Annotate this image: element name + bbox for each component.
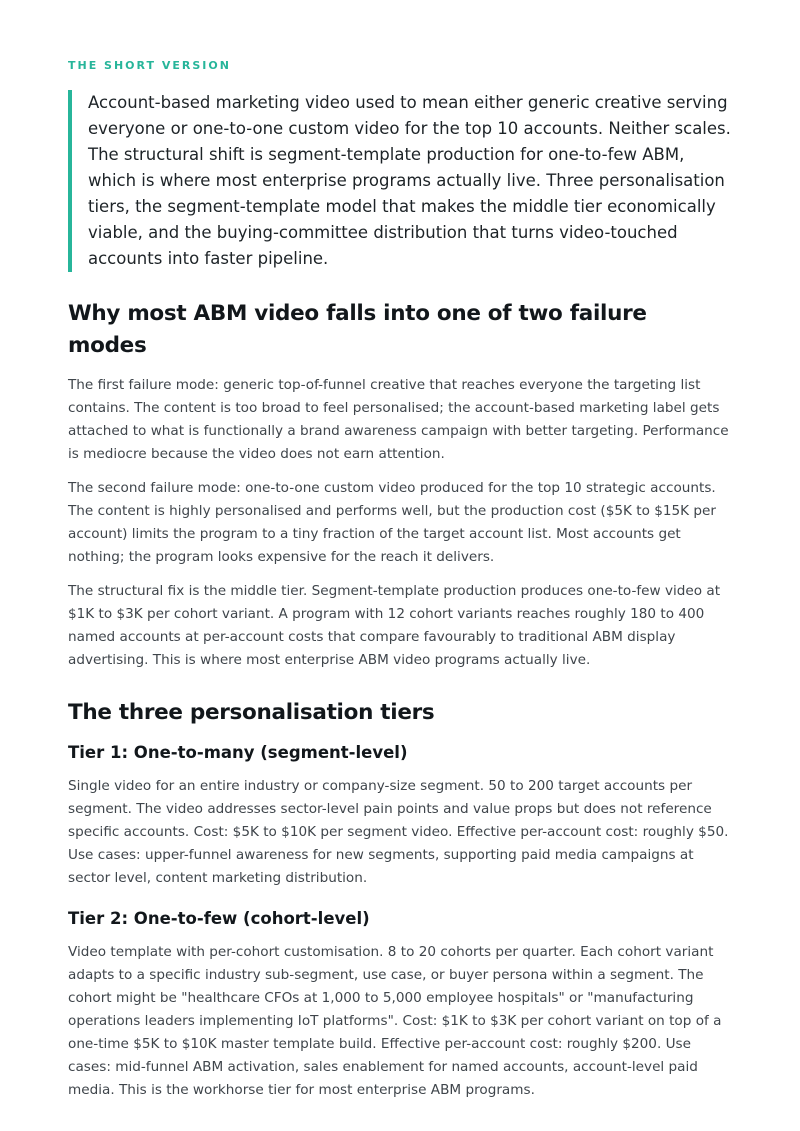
paragraph: The second failure mode: one-to-one custom video produced for the top 10 strategic accounts. The content is highly personalised and performs well, but the production cost ($5K to $15K per account) limits the program to a tiny fraction of the target account list. Most accounts get nothing; the program looks expensive for the reach it delivers. (68, 480, 716, 565)
paragraph: The structural fix is the middle tier. Segment-template production produces one-to-few video at $1K to $3K per cohort variant. A program with 12 cohort variants reaches roughly 180 to 400 named accounts at per-account costs that compare favourably to traditional ABM display advertising. This is where most enterprise ABM video programs actually live. (68, 583, 721, 668)
section-heading-personalisation-tiers: The three personalisation tiers (68, 700, 435, 725)
paragraph: Video template with per-cohort customisation. 8 to 20 cohorts per quarter. Each cohort variant adapts to a specific industry sub-segment, use case, or buyer persona within a segment. The cohort might be "healthcare CFOs at 1,000 to 5,000 employee hospitals" or "manufacturing operations leaders implementing IoT platforms". Cost: $1K to $3K per cohort variant on top of a one-time $5K to $10K master template build. Effective per-account cost: roughly $200. Use cases: mid-funnel ABM activation, sales enablement for named accounts, account-level paid media. This is the workhorse tier for most enterprise ABM programs. (68, 944, 722, 1098)
summary-callout (68, 90, 732, 272)
paragraph: The first failure mode: generic top-of-funnel creative that reaches everyone the targeting list contains. The content is too broad to feel personalised; the account-based marketing label gets attached to what is functionally a brand awareness campaign with better targeting. Performance is mediocre because the video does not earn attention. (68, 377, 729, 462)
eyebrow-label: THE SHORT VERSION (68, 59, 231, 72)
paragraph: Single video for an entire industry or company-size segment. 50 to 200 target accounts per segment. The video addresses sector-level pain points and value props but does not reference specific accounts. Cost: $5K to $10K per segment video. Effective per-account cost: roughly $50. Use cases: upper-funnel awareness for new segments, supporting paid media campaigns at sector level, content marketing distribution. (68, 778, 729, 886)
subheading-tier-1: Tier 1: One-to-many (segment-level) (68, 743, 408, 762)
section-heading-failure-modes: Why most ABM video falls into one of two failure modes (68, 301, 647, 358)
summary-text: Account-based marketing video used to mean either generic creative serving everyone or one-to-one custom video for the top 10 accounts. Neither scales. The structural shift is segment-template production for one-to-few ABM, which is where most enterprise programs actually live. Three personalisation tiers, the segment-template model that makes the middle tier economically viable, and the buying-committee distribution that turns video-touched accounts into faster pipeline. (88, 93, 731, 268)
document-page (68, 58, 732, 1113)
subheading-tier-2: Tier 2: One-to-few (cohort-level) (68, 909, 370, 928)
